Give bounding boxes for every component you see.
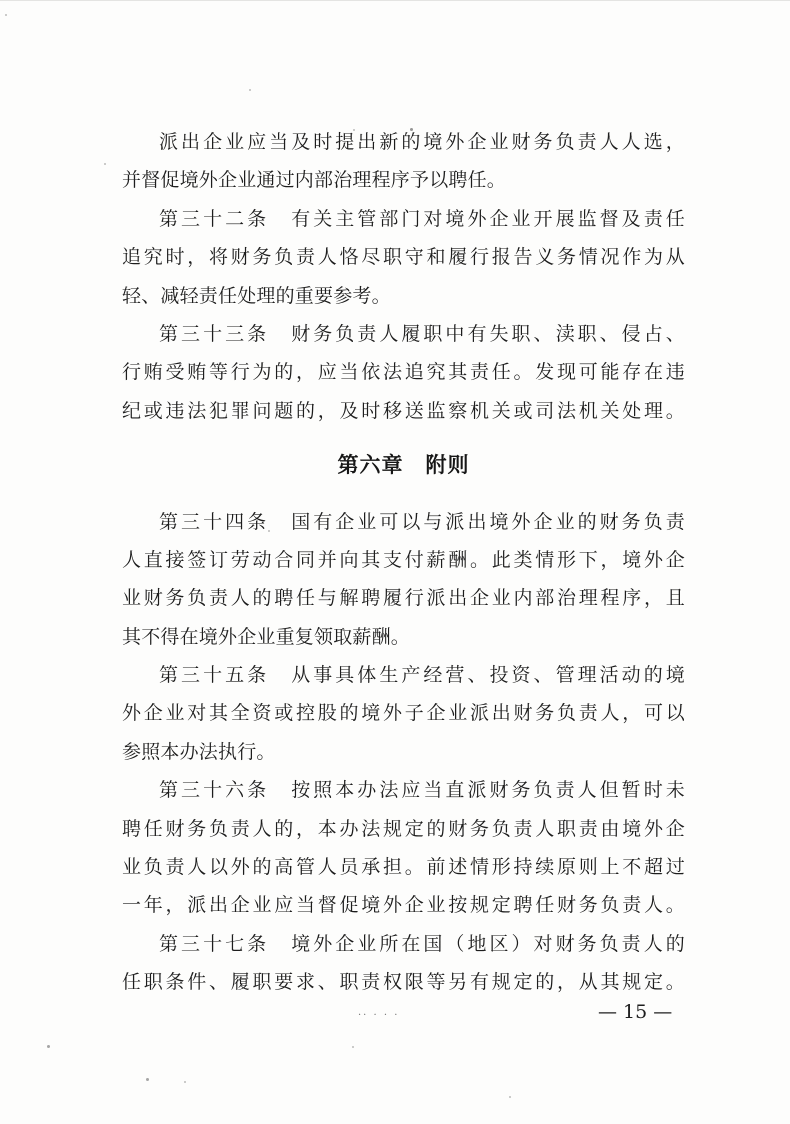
scan-speck — [353, 129, 355, 131]
scan-speck — [5, 14, 7, 16]
document-line: 业 负 责 人 以 外 的 高 管 人 员 承 担 。 前 述 情 形 持 续 原 则 上 不 超 过 — [122, 856, 685, 879]
scan-speck — [104, 163, 106, 165]
scan-speck — [410, 128, 413, 131]
scan-smudge-dots: ·· · · · — [358, 1010, 400, 1021]
document-line-article-37: 第 三 十 七 条 境 外 企 业 所 在 国 （ 地 区 ） 对 财 务 负 责 人 的 — [159, 932, 685, 955]
document-line: 外 企 业 对 其 全 资 或 控 股 的 境 外 子 企 业 派 出 财 务 负 责 人 ， 可 以 — [122, 702, 685, 725]
document-line: 聘 任 财 务 负 责 人 的 ， 本 办 法 规 定 的 财 务 负 责 人 职 责 由 境 外 企 — [122, 817, 685, 840]
scan-speck — [146, 1078, 149, 1081]
document-line-article-35: 第 三 十 五 条 从 事 具 体 生 产 经 营 、 投 资 、 管 理 活 动 的 境 — [159, 664, 685, 687]
page-number: — 15 — — [598, 1001, 673, 1023]
document-line-article-33: 第 三 十 三 条 财 务 负 责 人 履 职 中 有 失 职 、 渎 职 、 侵 占 、 — [159, 322, 685, 345]
document-line-article-36: 第 三 十 六 条 按 照 本 办 法 应 当 直 派 财 务 负 责 人 但 暂 时 未 — [159, 779, 685, 802]
scan-speck — [586, 520, 588, 522]
scan-speck — [249, 89, 251, 91]
document-body — [122, 123, 685, 1002]
document-line-article-34: 第 三 十 四 条 国 有 企 业 可 以 与 派 出 境 外 企 业 的 财 务 负 责 — [159, 510, 685, 533]
document-line: 追 究 时 ， 将 财 务 负 责 人 恪 尽 职 守 和 履 行 报 告 义 务 情 况 作 为 从 — [122, 246, 685, 269]
chapter-heading: 第六章 附则 — [337, 453, 470, 478]
scan-edge-artifact — [0, 0, 790, 1]
document-line: 人 直 接 签 订 劳 动 合 同 并 向 其 支 付 薪 酬 。 此 类 情 形 下 ， 境 外 企 — [122, 548, 685, 571]
document-line: 参照本办法执行。 — [122, 740, 276, 763]
scan-speck — [184, 1081, 186, 1083]
document-line: 任 职 条 件 、 履 职 要 求 、 职 责 权 限 等 另 有 规 定 的 ， 从 其 规 定 。 — [122, 971, 685, 994]
document-line: 轻、减轻责任处理的重要参考。 — [122, 284, 391, 307]
scan-speck — [47, 1045, 50, 1048]
document-line: 行 贿 受 贿 等 行 为 的 ， 应 当 依 法 追 究 其 责 任 。 发 现 可 能 存 在 违 — [122, 361, 685, 384]
document-line-article-32: 第 三 十 二 条 有 关 主 管 部 门 对 境 外 企 业 开 展 监 督 及 责 任 — [159, 207, 685, 230]
document-line: 纪 或 违 法 犯 罪 问 题 的 ， 及 时 移 送 监 察 机 关 或 司 法 机 关 处 理 。 — [122, 399, 685, 422]
document-line: 其不得在境外企业重复领取薪酬。 — [122, 625, 411, 648]
scan-speck — [352, 1046, 354, 1048]
scan-speck — [268, 530, 270, 532]
document-line: 并督促境外企业通过内部治理程序予以聘任。 — [122, 169, 507, 192]
document-line: 一 年 ， 派 出 企 业 应 当 督 促 境 外 企 业 按 规 定 聘 任 财 务 负 责 人 。 — [122, 894, 685, 917]
document-line: 派 出 企 业 应 当 及 时 提 出 新 的 境 外 企 业 财 务 负 责 人 人 选 ， — [159, 131, 685, 153]
scan-speck — [509, 1096, 511, 1098]
document-line: 业 财 务 负 责 人 的 聘 任 与 解 聘 履 行 派 出 企 业 内 部 治 理 程 序 ， 且 — [122, 587, 685, 610]
